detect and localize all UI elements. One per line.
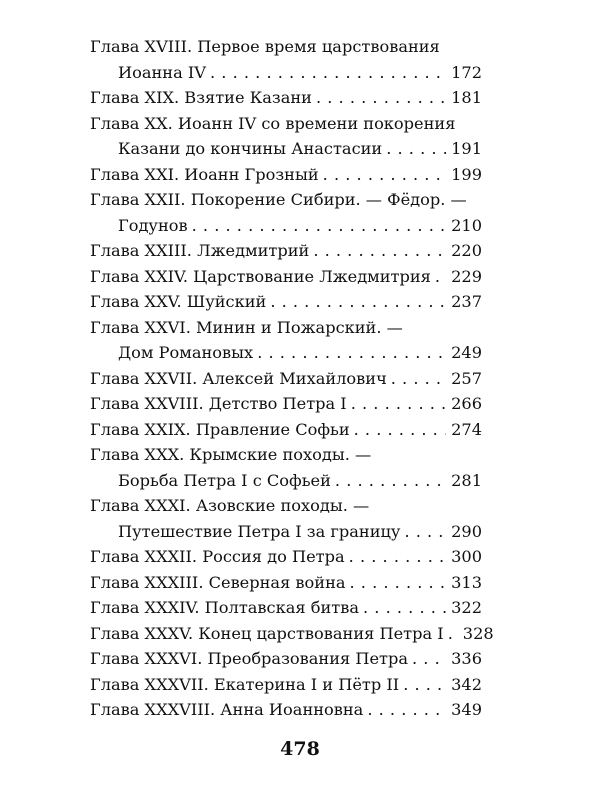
toc-entry-text: Казани до кончины Анастасии — [118, 139, 383, 158]
toc-entry-page: 257 — [451, 368, 482, 388]
toc-entry-continuation — [90, 468, 482, 494]
toc-entry — [90, 34, 482, 85]
toc-entry — [90, 85, 482, 111]
toc-entry-title — [90, 442, 482, 468]
toc-entry-page: 172 — [451, 62, 482, 82]
toc-entry-title — [90, 289, 482, 315]
toc-entry-title — [90, 315, 482, 341]
toc-entry-title — [90, 162, 482, 188]
toc-entry-page: 274 — [451, 419, 482, 439]
toc-entry-continuation — [90, 213, 482, 239]
toc-entry — [90, 621, 494, 647]
toc-entry-text: Глава XXXVII. Екатерина I и Пётр II — [90, 674, 400, 694]
toc-entry — [90, 187, 482, 238]
toc-entry-text: Дом Романовых — [118, 343, 254, 362]
toc-entry-title — [90, 672, 482, 698]
toc-entry — [90, 646, 482, 672]
toc-entry-title — [90, 544, 482, 570]
dot-leader — [403, 672, 446, 698]
toc-entry — [90, 570, 482, 596]
toc-entry-text: Глава XXVII. Алексей Михайлович — [90, 368, 387, 388]
toc-entry — [90, 595, 482, 621]
toc-entry — [90, 111, 482, 162]
toc-entry-text: Глава XXXI. Азовские походы. — — [90, 496, 370, 515]
toc-entry — [90, 442, 482, 493]
toc-entry-title — [90, 595, 482, 621]
toc-entry-page: 336 — [451, 649, 482, 668]
toc-entry-page: 322 — [451, 598, 482, 617]
toc-entry-title — [90, 34, 482, 60]
toc-entry-title — [90, 238, 482, 264]
toc-entry-continuation — [90, 340, 482, 366]
page-number: 478 — [280, 738, 320, 760]
toc-entry-text: Глава XXXIII. Северная война — [90, 572, 346, 592]
toc-entry-page: 210 — [451, 215, 482, 235]
toc-entry-text: Глава XXXVIII. Анна Иоанновна — [90, 700, 364, 719]
toc-entry-page: 281 — [451, 470, 482, 490]
toc-entry-text: Глава XXV. Шуйский — [90, 292, 267, 311]
toc-entry-page: 249 — [451, 343, 482, 362]
toc-entry-page: 266 — [451, 394, 482, 413]
dot-leader — [367, 697, 446, 723]
toc-entry-page: 229 — [451, 266, 482, 286]
toc-entry-title — [90, 85, 482, 111]
toc-entry-page: 328 — [462, 623, 494, 643]
dot-leader — [412, 646, 446, 672]
toc-entry-text: Глава XXI. Иоанн Грозный — [90, 164, 319, 184]
dot-leader — [210, 60, 446, 86]
toc-entry-page: 191 — [451, 139, 482, 158]
toc-entry-page: 290 — [451, 521, 482, 541]
toc-entry-title — [90, 366, 482, 392]
toc-entry — [90, 315, 482, 366]
toc-entry-continuation — [90, 60, 482, 86]
toc-entry-page: 220 — [451, 241, 482, 260]
toc-entry — [90, 391, 482, 417]
dot-leader — [435, 264, 446, 290]
dot-leader — [316, 85, 446, 111]
toc-entry-title — [90, 111, 482, 137]
dot-leader — [391, 366, 446, 392]
dot-leader — [257, 340, 446, 366]
toc-entry-page: 300 — [451, 547, 482, 566]
toc-entry — [90, 697, 482, 723]
toc-entry-page: 199 — [451, 164, 482, 184]
toc-entry-text: Глава XXVI. Минин и Пожарский. — — [90, 317, 403, 337]
toc-entry-text: Глава XXVIII. Детство Петра I — [90, 394, 347, 413]
toc-entry-text: Глава XXII. Покорение Сибири. — Фёдор. — — [90, 190, 467, 209]
toc-entry-continuation — [90, 519, 482, 545]
dot-leader — [363, 595, 446, 621]
toc-entry — [90, 289, 482, 315]
toc-entry-text: Глава XXXIV. Полтавская битва — [90, 598, 359, 617]
dot-leader — [386, 136, 446, 162]
toc-entry-title — [90, 264, 482, 290]
toc-entry-text: Глава XXIX. Правление Софьи — [90, 419, 350, 439]
toc-entry — [90, 366, 482, 392]
toc-entry — [90, 672, 482, 698]
toc-entry-text: Глава XXXVI. Преобразования Петра — [90, 649, 409, 668]
toc-entry — [90, 493, 482, 544]
toc-entry — [90, 162, 482, 188]
toc-entry-text: Глава XVIII. Первое время царствования — [90, 37, 440, 56]
toc-entry-continuation — [90, 136, 482, 162]
toc-entry-title — [90, 621, 494, 647]
toc-entry — [90, 264, 482, 290]
toc-entry-text: Глава XXXV. Конец царствования Петра I — [90, 623, 444, 643]
toc-entry-text: Годунов — [118, 215, 188, 235]
toc-entry-page: 349 — [451, 700, 482, 719]
toc-entry-text: Глава XXIII. Лжедмитрий — [90, 241, 310, 260]
toc-entry — [90, 238, 482, 264]
toc-entry-text: Глава XXXII. Россия до Петра — [90, 547, 345, 566]
dot-leader — [349, 544, 446, 570]
toc-entry-title — [90, 646, 482, 672]
toc-entry-title — [90, 570, 482, 596]
toc-entry-text: Глава XX. Иоанн IV со времени покорения — [90, 113, 456, 133]
toc-entry-page: 237 — [451, 292, 482, 311]
dot-leader — [323, 162, 446, 188]
toc-entry-page: 181 — [451, 88, 482, 107]
toc-entry-text: Путешествие Петра I за границу — [118, 521, 401, 541]
dot-leader — [192, 213, 446, 239]
dot-leader — [335, 468, 446, 494]
dot-leader — [313, 238, 446, 264]
toc-entry-title — [90, 493, 482, 519]
toc-entry-title — [90, 187, 482, 213]
dot-leader — [404, 519, 446, 545]
toc-entry-page: 313 — [451, 572, 482, 592]
dot-leader — [354, 417, 446, 443]
toc-entry-text: Глава XXIV. Царствование Лжедмитрия — [90, 266, 431, 286]
toc-entry-text: Глава XXX. Крымские походы. — — [90, 445, 372, 464]
dot-leader — [270, 289, 446, 315]
table-of-contents — [90, 34, 494, 723]
toc-entry — [90, 544, 482, 570]
toc-entry-title — [90, 417, 482, 443]
toc-entry-title — [90, 391, 482, 417]
toc-entry — [90, 417, 482, 443]
toc-entry-title — [90, 697, 482, 723]
dot-leader — [350, 570, 446, 596]
toc-entry-text: Иоанна IV — [118, 62, 206, 82]
toc-entry-text: Борьба Петра I с Софьей — [118, 470, 331, 490]
toc-entry-page: 342 — [451, 674, 482, 694]
toc-entry-text: Глава XIX. Взятие Казани — [90, 88, 312, 107]
dot-leader — [448, 621, 458, 647]
dot-leader — [351, 391, 446, 417]
